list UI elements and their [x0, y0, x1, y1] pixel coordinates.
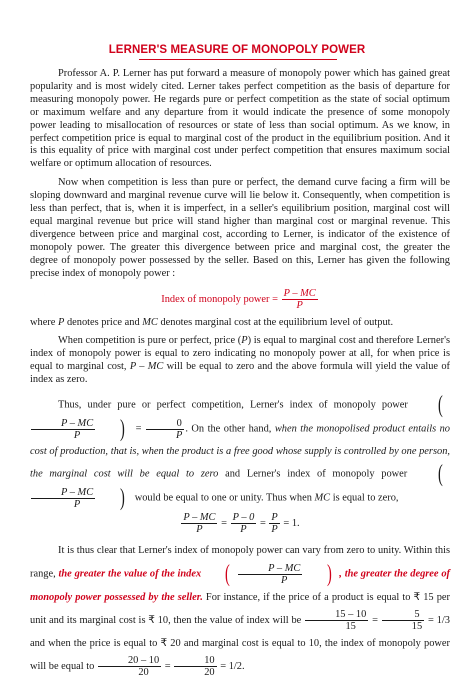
paragraph-perfect-competition: When competition is pure or perfect, price (P) is equal to marginal cost and therefore Lerner's index of monopoly power is equal to zero indicating no monopoly power at all, for when price is equal to marginal cost, P – MC will be equal to zero and the above formula will yield the value of index as zero.: [30, 335, 450, 386]
fraction-15-10: $\frac{15 - 10}{15}$: [305, 609, 368, 632]
title-underline: [139, 59, 337, 60]
paragraph-range-example: It is thus clear that Lerner's index of monopoly power can vary from zero to unity. Within this range, the greater the value of the index ( $\frac{P - MC}{P}$ ) , the greater the degree of monopoly power possessed by the seller. For instance, if the price of a product is equal to ₹ 15 per unit and its marginal cost is ₹ 10, then the value of index will be $\frac{15 - 10}{15}$ = $\frac{5}{15}$ = 1/3 and when the price is equal to ₹ 20 and marginal cost is equal to 10, the index of monopoly power will be equal to $\frac{20 - 10}{20}$ = $\frac{10}{20}$ = 1/2.: [30, 545, 450, 678]
paragraph-imperfect-competition: Now when competition is less than pure or perfect, the demand curve facing a firm will be sloping downward and marginal revenue curve will lie below it. Consequently, when competition is less than perfect, that is, when it is imperfect, in a seller's equilibrium position, marginal cost will equal marginal revenue but price will stand higher than marginal cost or marginal revenue. This divergence between price and marginal cost, according to Lerner, is indicator of the existence of monopoly power. The greater this divergence between price and marginal cost, the greater the degree of monopoly power possessed by the seller. Based on this, Lerner has given the following precise index of monopoly power :: [30, 177, 450, 279]
paragraph-where: where P denotes price and MC denotes marginal cost at the equilibrium level of output.: [30, 316, 394, 328]
body-text: [30, 68, 450, 678]
eq-fraction-b: $\frac{P - 0}{P}$: [232, 512, 255, 536]
fraction-index-2: $\frac{P - MC}{P}$: [31, 487, 95, 510]
formula-numerator: P – MC: [283, 287, 316, 299]
paragraph-zero-to-one: Thus, under pure or perfect competition, Lerner's index of monopoly power ( $\frac{P - MC}{P}$ ) = $\frac{0}{P}$ . On the other hand, when the monopolised product entails no cost of production, that is, when the product is a free good whose supply is controlled by one person, the marginal cost will be equal to zero and Lerner's index of monopoly power ( $\frac{P - MC}{P}$ ) would be equal to one or unity. Thus when MC is equal to zero,: [30, 392, 450, 512]
fraction-index-1: $\frac{P - MC}{P}$: [31, 418, 95, 441]
highlight-degree-monopoly: , the greater the degree of monopoly power possessed by the seller.: [30, 568, 450, 604]
fraction-5-15: $\frac{5}{15}$: [382, 609, 424, 632]
paragraph-intro: Professor A. P. Lerner has put forward a measure of monopoly power which has gained great popularity and is most widely cited. Lerner takes perfect competition as the basis of departure for measuring monopoly power. He regards pure or perfect competition as the state of social optimum or maximum welfare and any departure from it would indicate the presence of some monopoly power leading to misallocation of resources or state of less than social optimum. As we know, in perfect competition price is equal to marginal cost of the product in the equilibrium position. And it is this equality of price with marginal cost under perfect competition that ensures maximum social welfare or optimum allocation of resources.: [30, 68, 450, 170]
formula-denominator: P: [296, 299, 303, 311]
fraction-zero-over-p: $\frac{0}{P}$: [146, 418, 184, 441]
fraction-index-highlight: $\frac{P - MC}{P}$: [238, 563, 302, 586]
fraction-20-10: $\frac{20 - 10}{20}$: [98, 655, 161, 678]
eq-fraction-c: $\frac{P}{P}$: [271, 512, 278, 536]
lerner-index-formula: [30, 288, 450, 311]
page-title: LERNER'S MEASURE OF MONOPOLY POWER: [108, 44, 366, 56]
fraction-10-20: $\frac{10}{20}$: [174, 655, 216, 678]
equation-unity: $\frac{P - MC}{P}$ = $\frac{P - 0}{P}$ = $\frac{P}{P}$ = 1.: [183, 512, 300, 536]
highlight-greater-value: the greater the value of the index: [58, 568, 202, 580]
eq-fraction-a: $\frac{P - MC}{P}$: [183, 512, 216, 536]
formula-label: Index of monopoly power =: [161, 293, 278, 305]
formula-fraction: [282, 288, 318, 311]
emphasis-free-good: when the monopolised product entails no cost of production, that is, when the product is a free good whose supply is controlled by one person, the marginal cost will be equal to zero: [30, 423, 450, 480]
